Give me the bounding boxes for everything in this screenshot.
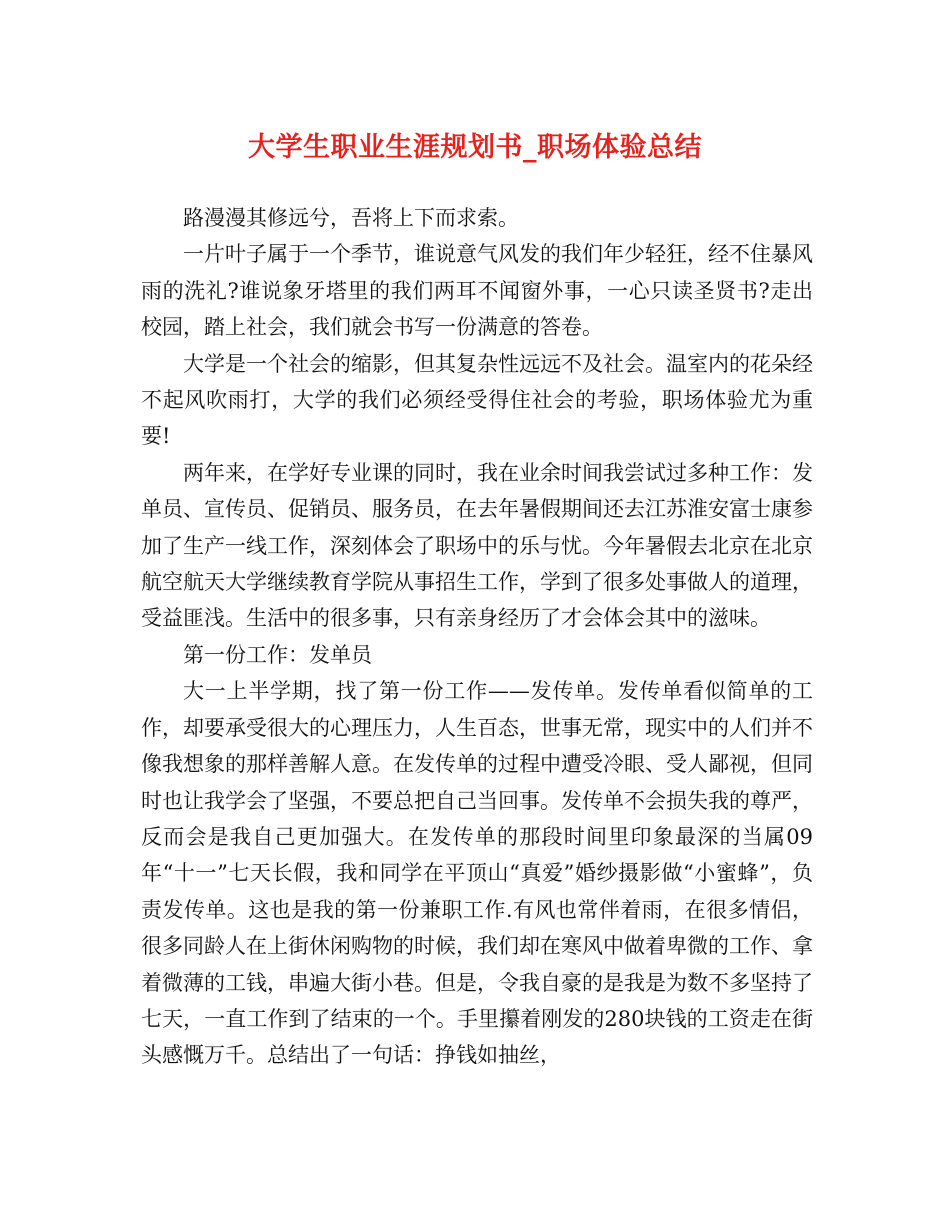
- document-body: [141, 200, 813, 1074]
- paragraph-2: 一片叶子属于一个季节，谁说意气风发的我们年少轻狂，经不住暴风雨的洗礼?谁说象牙塔里的我们两耳不闻窗外事，一心只读圣贤书?走出校园，踏上社会，我们就会书写一份满意的答卷。: [141, 242, 813, 340]
- paragraph-3: 大学是一个社会的缩影，但其复杂性远远不及社会。温室内的花朵经不起风吹雨打，大学的我们必须经受得住社会的考验，职场体验尤为重要!: [141, 351, 813, 449]
- paragraph-1: 路漫漫其修远兮，吾将上下而求索。: [183, 206, 519, 230]
- section-heading-first-job: 第一份工作：发单员: [183, 642, 372, 667]
- paragraph-6: 大一上半学期，找了第一份工作——发传单。发传单看似简单的工作，却要承受很大的心理压力，人生百态，世事无常，现实中的人们并不像我想象的那样善解人意。在发传单的过程中遭受冷眼、受人鄙视，但同时也让我学会了坚强，不要总把自己当回事。发传单不会损失我的尊严，反而会是我自己更加强大。在发传单的那段时间里印象最深的当属09年“十一”七天长假，我和同学在平顶山“真爱”婚纱摄影做“小蜜蜂”，负责发传单。这也是我的第一份兼职工作.有风也常伴着雨，在很多情侣，很多同龄人在上街休闲购物的时候，我们却在寒风中做着卑微的工作、拿着微薄的工钱，串遍大街小巷。但是，令我自豪的是我是为数不多坚持了七天，一直工作到了结束的一个。手里攥着刚发的280块钱的工资走在街头感慨万千。总结出了一句话：挣钱如抽丝，: [141, 679, 813, 1068]
- document-title: 大学生职业生涯规划书_职场体验总结: [248, 132, 702, 163]
- paragraph-4: 两年来，在学好专业课的同时，我在业余时间我尝试过多种工作：发单员、宣传员、促销员、服务员，在去年暑假期间还去江苏淮安富士康参加了生产一线工作，深刻体会了职场中的乐与忧。今年暑假去北京在北京航空航天大学继续教育学院从事招生工作，学到了很多处事做人的道理，受益匪浅。生活中的很多事，只有亲身经历了才会体会其中的滋味。: [141, 460, 813, 631]
